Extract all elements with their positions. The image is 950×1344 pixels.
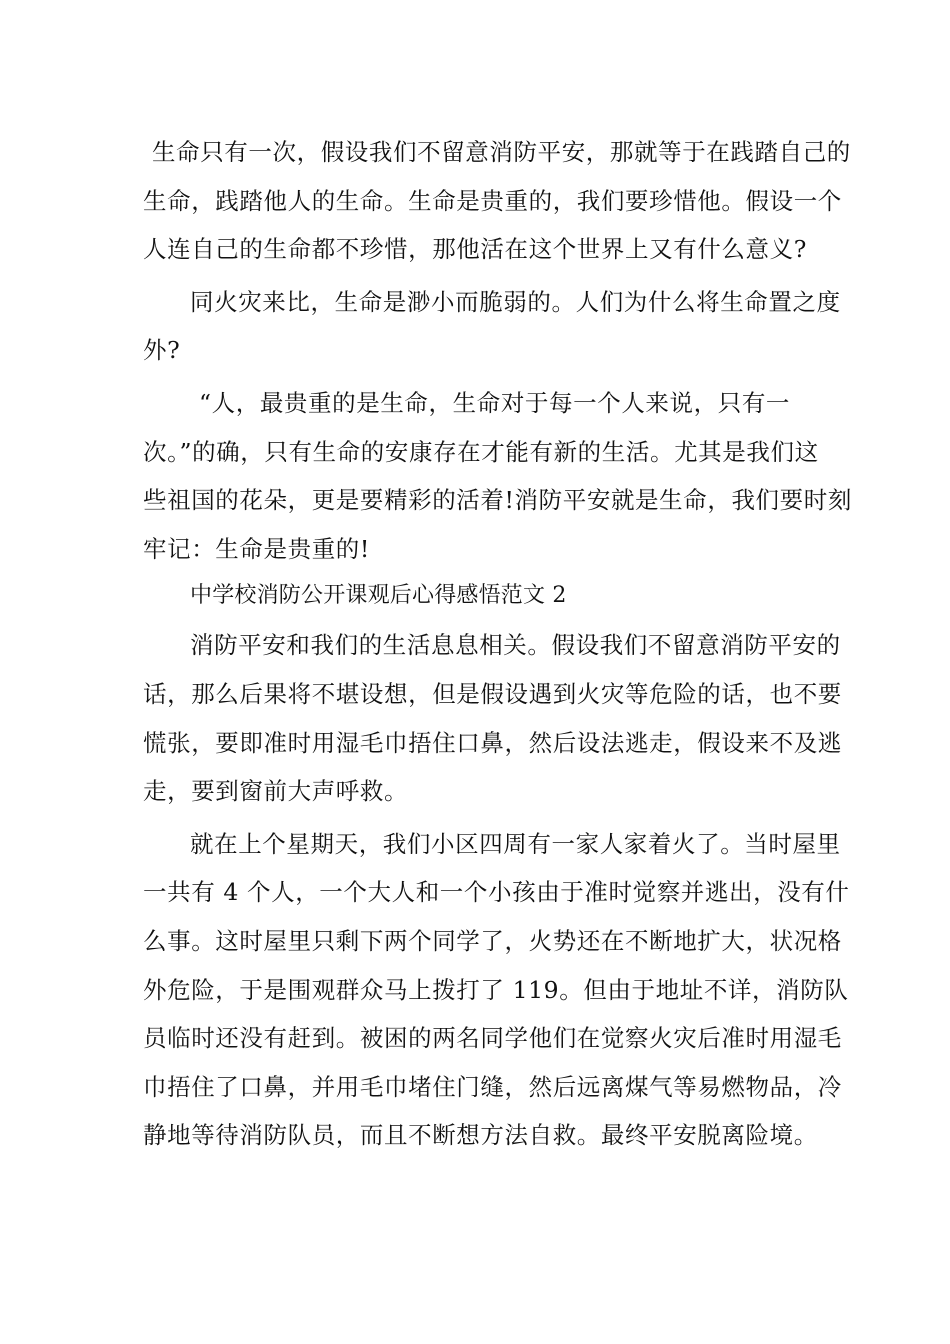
section-title: 中学校消防公开课观后心得感悟范文 2 bbox=[190, 583, 567, 609]
text-line: 话，那么后果将不堪设想，但是假设遇到火灾等危险的话，也不要 bbox=[143, 679, 842, 708]
text-line: 人连自己的生命都不珍惜，那他活在这个世界上又有什么意义? bbox=[143, 235, 807, 264]
paragraph-4 bbox=[143, 621, 842, 815]
text-line: 生命只有一次，假设我们不留意消防平安，那就等于在践踏自己的 bbox=[152, 138, 851, 166]
text-line: “人，最贵重的是生命，生命对于每一个人来说，只有一 bbox=[199, 388, 791, 417]
text-line: 生命，践踏他人的生命。生命是贵重的，我们要珍惜他。假设一个 bbox=[143, 186, 842, 215]
text-line: 外? bbox=[143, 336, 181, 365]
text-line: 走，要到窗前大声呼救。 bbox=[143, 777, 409, 806]
text-line: 就在上个星期天，我们小区四周有一家人家着火了。当时屋里 bbox=[190, 829, 841, 858]
text-line: 员临时还没有赶到。被困的两名同学他们在觉察火灾后准时用湿毛 bbox=[143, 1024, 842, 1053]
text-line: 牢记：生命是贵重的! bbox=[143, 534, 370, 563]
text-line: 消防平安和我们的生活息息相关。假设我们不留意消防平安的 bbox=[190, 631, 841, 660]
paragraph-5 bbox=[143, 820, 850, 1160]
paragraph-2 bbox=[143, 278, 841, 375]
text-line: 一共有 4 个人，一个大人和一个小孩由于准时觉察并逃出，没有什 bbox=[143, 878, 850, 907]
text-line: 慌张，要即准时用湿毛巾捂住口鼻，然后设法逃走，假设来不及逃 bbox=[143, 728, 842, 757]
text-line: 些祖国的花朵，更是要精彩的活着!消防平安就是生命，我们要时刻 bbox=[143, 486, 852, 515]
text-line: 同火灾来比，生命是渺小而脆弱的。人们为什么将生命置之度 bbox=[190, 287, 841, 316]
text-line: 外危险，于是围观群众马上拨打了 119。但由于地址不详，消防队 bbox=[143, 975, 849, 1004]
text-line: 巾捂住了口鼻，并用毛巾堵住门缝，然后远离煤气等易燃物品，冷 bbox=[143, 1072, 842, 1101]
text-line: 次。”的确，只有生命的安康存在才能有新的生活。尤其是我们这 bbox=[143, 437, 819, 466]
document-body bbox=[143, 128, 852, 1160]
text-line: 么事。这时屋里只剩下两个同学了，火势还在不断地扩大，状况格 bbox=[143, 926, 842, 955]
paragraph-1 bbox=[143, 128, 851, 274]
text-line: 静地等待消防队员，而且不断想方法自救。最终平安脱离险境。 bbox=[143, 1121, 818, 1150]
paragraph-3 bbox=[143, 379, 852, 573]
